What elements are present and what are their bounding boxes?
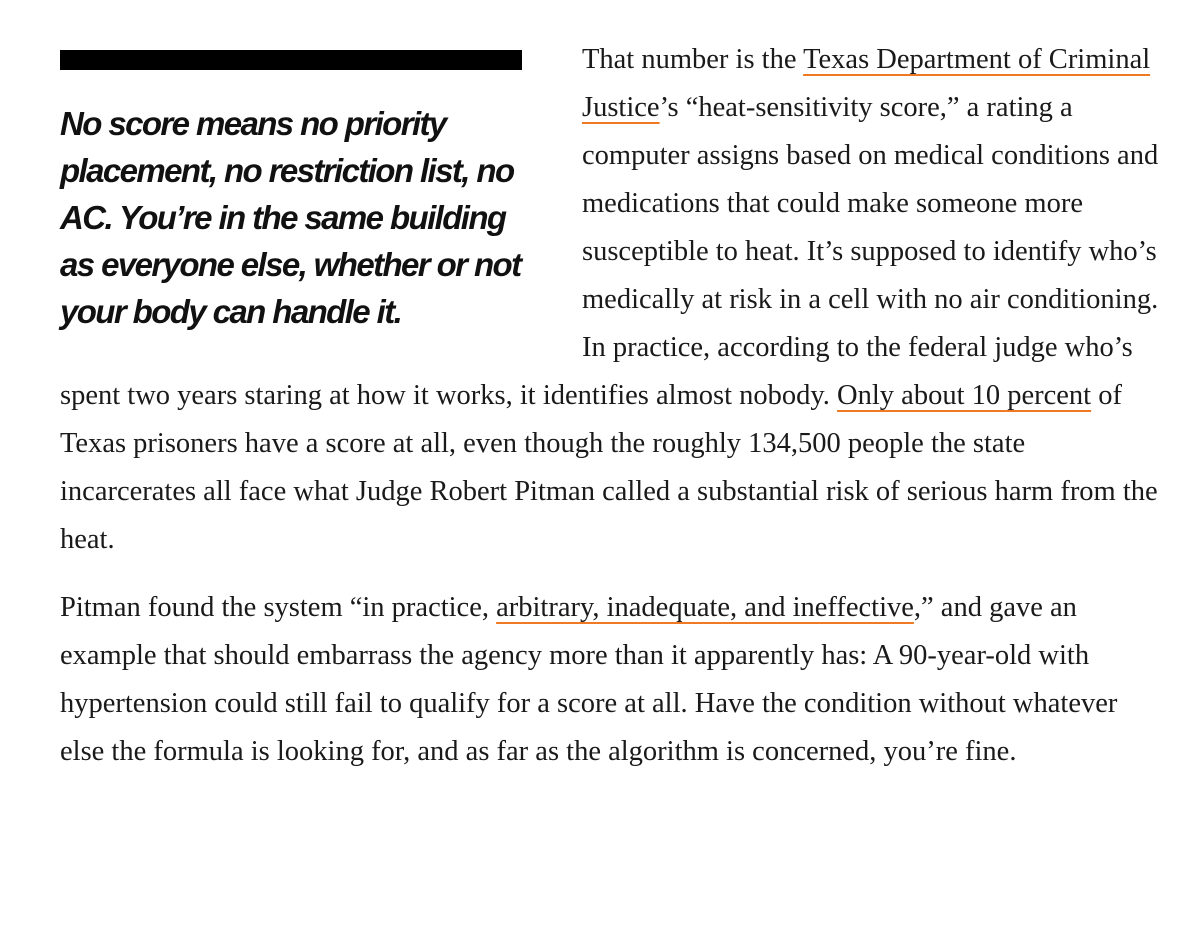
article-body	[60, 36, 1160, 776]
pull-quote	[60, 50, 522, 335]
paragraph-text: of Texas prisoners have a score at all, even though the roughly 134,500 people the state incarcerates all face what Judge Robert Pitman called a substantial risk of serious harm from the heat.	[60, 380, 1158, 555]
link-tdcj[interactable]: Texas Department of Criminal Justice	[582, 44, 1151, 123]
paragraph-text: That number is the	[582, 44, 804, 75]
pull-quote-rule	[60, 50, 522, 70]
link-arbitrary-inadequate[interactable]: arbitrary, inadequate, and ineffective	[496, 592, 914, 623]
paragraph-text: ,” and gave an example that should embarrass the agency more than it apparently has: A 90-year-old with hypertension could still fail to qualify for a score at all. Have the condition without whatever else the formula is looking for, and as far as the algorithm is concerned, you’re fine.	[60, 592, 1118, 767]
paragraph-text: Pitman found the system “in practice,	[60, 592, 497, 623]
pull-quote-text: No score means no priority placement, no restriction list, no AC. You’re in the same building as everyone else, whether or not your body can handle it.	[60, 105, 521, 330]
paragraph-pitman-finding	[60, 584, 1160, 776]
link-ten-percent[interactable]: Only about 10 percent	[837, 380, 1092, 411]
paragraph-text: ’s “heat-sensitivity score,” a rating a computer assigns based on medical conditions and medications that could make someone more susceptible to heat. It’s supposed to identify who’s medically at risk in a cell with no air conditioning. In practice, according to the federal judge who’s spent two years staring at how it works, it identifies almost nobody.	[60, 92, 1159, 411]
